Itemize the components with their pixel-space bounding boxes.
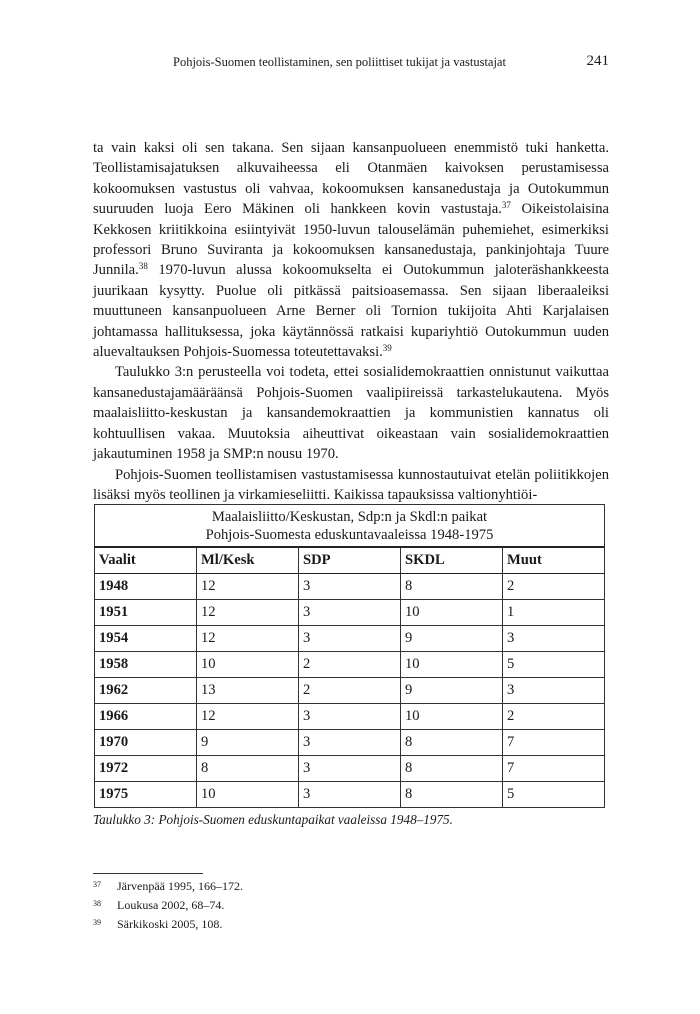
column-header: Vaalit bbox=[95, 547, 197, 574]
election-year-cell: 1951 bbox=[95, 600, 197, 626]
seat-count-cell: 3 bbox=[503, 626, 605, 652]
seat-count-cell: 12 bbox=[197, 704, 299, 730]
table-row bbox=[95, 574, 605, 600]
seat-table-container bbox=[94, 504, 604, 808]
running-header-title: Pohjois-Suomen teollistaminen, sen poliittiset tukijat ja vastustajat bbox=[173, 55, 506, 69]
footnotes bbox=[93, 876, 243, 933]
column-header: Ml/Kesk bbox=[197, 547, 299, 574]
seat-count-cell: 9 bbox=[401, 678, 503, 704]
table-row bbox=[95, 756, 605, 782]
footnote-number: 39 bbox=[93, 918, 101, 927]
table-caption-line-1: Maalaisliitto/Keskustan, Sdp:n ja Skdl:n paikat bbox=[211, 509, 488, 525]
table-row bbox=[95, 600, 605, 626]
column-header: SDP bbox=[299, 547, 401, 574]
seat-count-cell: 1 bbox=[503, 600, 605, 626]
seat-count-cell: 13 bbox=[197, 678, 299, 704]
page-number: 241 bbox=[586, 53, 609, 69]
seat-count-cell: 8 bbox=[401, 782, 503, 808]
footnote-number: 37 bbox=[93, 880, 101, 889]
seat-count-cell: 12 bbox=[197, 600, 299, 626]
paragraph-text: 1970-luvun alussa kokoomukselta ei Outokummun jaloteräshankkeesta juurikaan kysytty. Puolue oli pitkässä paitsioasemassa. Sen sijaan liberaaleiksi muuttuneen kansanpuolueen Arne Berner oli Tornion tukijoita Ahti Karjalaisen johtamassa hallituksessa, joka käytännössä ratkaisi kupariyhtiö Outokummun uuden aluevaltauksen Pohjois-Suomessa toteutettavaksi. bbox=[93, 262, 609, 361]
table-row bbox=[95, 652, 605, 678]
seat-count-cell: 9 bbox=[197, 730, 299, 756]
footnote-text: Särkikoski 2005, 108. bbox=[117, 917, 223, 931]
seat-count-cell: 3 bbox=[299, 704, 401, 730]
table-row bbox=[95, 678, 605, 704]
body-text bbox=[93, 138, 609, 505]
footnote-text: Loukusa 2002, 68–74. bbox=[117, 898, 225, 912]
seat-count-cell: 5 bbox=[503, 782, 605, 808]
table-inner-caption bbox=[95, 505, 605, 548]
table-row bbox=[95, 730, 605, 756]
seat-count-cell: 2 bbox=[503, 704, 605, 730]
table-header-row bbox=[95, 547, 605, 574]
paragraph-text: ta vain kaksi oli sen takana. Sen sijaan kansanpuolueen enemmistö tuki hanketta. Teollistamisajatuksen alkuvaiheessa eli Otanmäen kaivoksen perustamisessa kokoomuksen vastustus oli vahvaa, kokoomuksen kansanedustaja ja Outokummun suuruuden luoja Eero Mäkinen oli hankkeen kovin vastustaja. bbox=[93, 140, 609, 218]
table-body bbox=[95, 574, 605, 808]
footnote bbox=[93, 876, 243, 895]
table-caption: Taulukko 3: Pohjois-Suomen eduskuntapaikat vaaleissa 1948–1975. bbox=[93, 812, 453, 827]
column-header: SKDL bbox=[401, 547, 503, 574]
seat-count-cell: 3 bbox=[299, 626, 401, 652]
footnote-reference: 39 bbox=[382, 343, 392, 354]
footnote-reference: 38 bbox=[138, 261, 148, 272]
seat-count-cell: 2 bbox=[503, 574, 605, 600]
paragraph-text: Taulukko 3:n perusteella voi todeta, ettei sosialidemokraattien onnistunut vaikuttaa kansanedustajamääräänsä Pohjois-Suomen vaalipiireissä tarkastelukautena. Myös maalaisliitto-keskustan ja kansandemokraattien ja kommunistien kannatus oli kohtuullisen vakaa. Muutoksia aiheuttivat oikeastaan vain sosialidemokraattien jakautuminen 1958 ja SMP:n nousu 1970. bbox=[93, 364, 609, 463]
seat-count-cell: 5 bbox=[503, 652, 605, 678]
paragraph bbox=[93, 362, 609, 464]
paragraph bbox=[93, 138, 609, 362]
seat-count-cell: 8 bbox=[197, 756, 299, 782]
seat-count-cell: 9 bbox=[401, 626, 503, 652]
footnote bbox=[93, 895, 243, 914]
seat-count-cell: 10 bbox=[197, 782, 299, 808]
footnote bbox=[93, 914, 243, 933]
seat-count-cell: 7 bbox=[503, 730, 605, 756]
seat-count-cell: 10 bbox=[401, 704, 503, 730]
election-year-cell: 1970 bbox=[95, 730, 197, 756]
seat-count-cell: 10 bbox=[197, 652, 299, 678]
seat-count-cell: 2 bbox=[299, 678, 401, 704]
election-year-cell: 1966 bbox=[95, 704, 197, 730]
seat-count-cell: 3 bbox=[299, 756, 401, 782]
seat-count-cell: 3 bbox=[299, 730, 401, 756]
table-row bbox=[95, 704, 605, 730]
footnote-number: 38 bbox=[93, 899, 101, 908]
seat-count-cell: 3 bbox=[299, 574, 401, 600]
column-header: Muut bbox=[503, 547, 605, 574]
election-year-cell: 1972 bbox=[95, 756, 197, 782]
election-year-cell: 1954 bbox=[95, 626, 197, 652]
seat-count-cell: 3 bbox=[299, 600, 401, 626]
seat-count-cell: 8 bbox=[401, 756, 503, 782]
table-caption-row bbox=[95, 505, 605, 548]
paragraph bbox=[93, 465, 609, 506]
election-year-cell: 1958 bbox=[95, 652, 197, 678]
footnote-reference: 37 bbox=[501, 200, 511, 211]
election-year-cell: 1975 bbox=[95, 782, 197, 808]
footnote-text: Järvenpää 1995, 166–172. bbox=[117, 879, 243, 893]
seat-count-cell: 8 bbox=[401, 730, 503, 756]
table-row bbox=[95, 626, 605, 652]
seat-count-cell: 8 bbox=[401, 574, 503, 600]
seat-count-cell: 3 bbox=[503, 678, 605, 704]
footnote-rule bbox=[93, 873, 203, 874]
seat-count-cell: 12 bbox=[197, 626, 299, 652]
seat-count-cell: 7 bbox=[503, 756, 605, 782]
seat-count-cell: 10 bbox=[401, 600, 503, 626]
seat-count-cell: 3 bbox=[299, 782, 401, 808]
table-row bbox=[95, 782, 605, 808]
running-header bbox=[93, 55, 609, 75]
table-caption-line-2: Pohjois-Suomesta eduskuntavaaleissa 1948-1975 bbox=[205, 527, 494, 543]
paragraph-text: Oikeistolaisina Kekkosen kriitikkoina esiintyivät 1950-luvun talouselämän puhemiehet, esimerkiksi professori Bruno Suviranta ja kokoomuksen kansanedustaja, pankinjohtaja Tuure Junnila. bbox=[93, 201, 609, 279]
election-year-cell: 1948 bbox=[95, 574, 197, 600]
seat-count-cell: 10 bbox=[401, 652, 503, 678]
seat-count-cell: 2 bbox=[299, 652, 401, 678]
seat-count-cell: 12 bbox=[197, 574, 299, 600]
seat-table bbox=[94, 504, 605, 808]
election-year-cell: 1962 bbox=[95, 678, 197, 704]
paragraph-text: Pohjois-Suomen teollistamisen vastustamisessa kunnostautuivat etelän poliitikkojen lisäksi myös teollinen ja virkamieseliitti. Kaikissa tapauksissa valtionyhtiöi- bbox=[93, 466, 609, 503]
